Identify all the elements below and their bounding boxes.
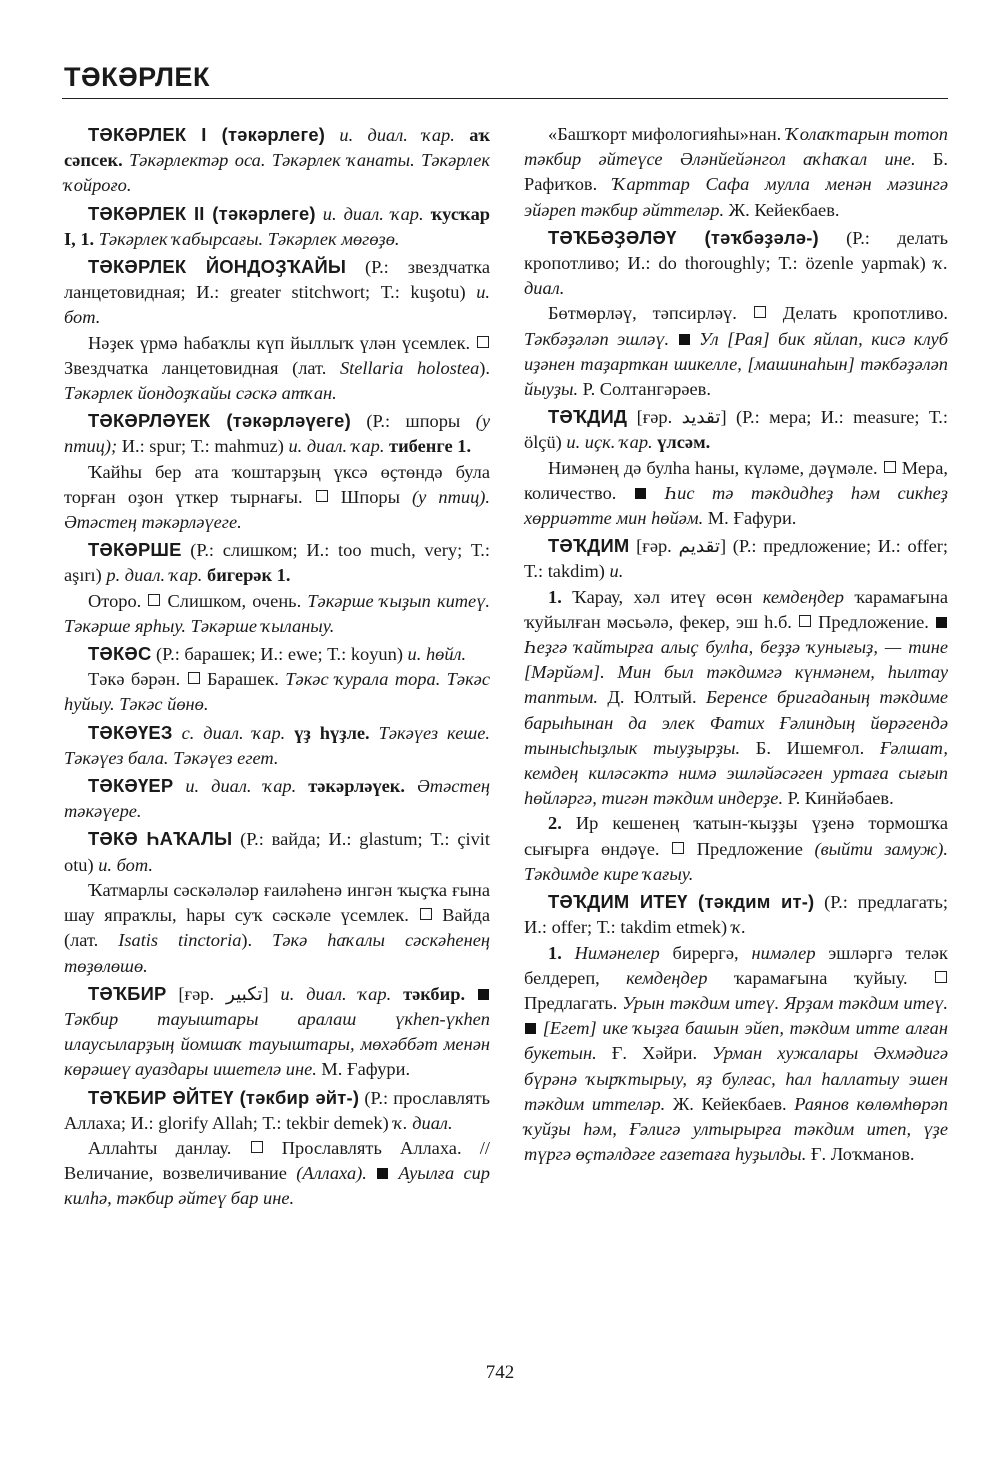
entry-text — [455, 125, 469, 145]
entry-text: Һис тә тәкдидһеҙ һәм сикһеҙ хөрриәтте мин һөйәм. — [524, 482, 948, 529]
entry-head-paragraph — [524, 404, 948, 455]
example-marker-icon — [525, 1023, 536, 1034]
entry-text: Делать кропотливо. — [766, 303, 948, 324]
entry-text — [465, 984, 477, 1004]
entry-text: (Р.: предлагать; И.: offer; Т.: takdim etmek) — [524, 892, 948, 938]
entry-text: Ғ. Лоҡманов. — [806, 1144, 915, 1165]
entry-text: Тәкбәҙәләп эшләү. — [524, 328, 670, 349]
entry-sense-paragraph — [524, 585, 948, 812]
entry-text: [ғәр. تكبير] — [166, 983, 281, 1004]
entry-text: и. иҫк. ҡар. — [566, 432, 653, 453]
dictionary-entry — [64, 408, 490, 535]
entry-text — [389, 1163, 398, 1183]
entry-text: Б. Рафиҡов. — [524, 149, 948, 195]
entry-text: Ҡайһы бер ата ҡоштарҙың үксә өҫтөндә була торған оҙон үткер тырнағы. — [64, 461, 490, 507]
running-head: ТӘКӘРЛЕК — [64, 62, 210, 92]
entry-text: Бөтмөрләү, тәпсирләү. — [548, 303, 753, 324]
entry-text: тәкәрләүек. — [308, 776, 405, 797]
dictionary-entry — [524, 533, 948, 887]
entry-head-paragraph — [64, 408, 490, 459]
headword: ТӘКӘРЛЕК II (тәкәрлеге) — [88, 202, 316, 224]
entry-text: Б. Ишемғол. — [740, 737, 880, 758]
left-column — [64, 122, 490, 1212]
dictionary-entry — [64, 201, 490, 252]
entry-text — [367, 1163, 376, 1183]
translation-marker-icon — [420, 908, 432, 920]
entry-head-paragraph — [64, 201, 490, 252]
entry-text: Шпоры — [328, 486, 413, 507]
translation-marker-icon — [799, 615, 811, 627]
entry-text — [669, 329, 678, 349]
entry-head-paragraph — [64, 1085, 490, 1136]
entry-head-paragraph — [524, 122, 948, 223]
entry-text: Р. Кинйәбаев. — [783, 788, 894, 809]
entry-text: Ж. Кейекбаев. — [665, 1093, 795, 1114]
entry-text — [424, 204, 431, 224]
entry-text: 1. — [548, 586, 562, 607]
entry-text: ҡ. диал. — [524, 253, 948, 299]
translation-marker-icon — [477, 336, 489, 348]
entry-head-paragraph — [64, 641, 490, 667]
translation-marker-icon — [316, 490, 328, 502]
headword: ТӘКӘРЛЕК I (тәкәрлеге) — [88, 124, 326, 145]
entry-text: ҡ. диал. — [393, 1112, 453, 1133]
translation-marker-icon — [188, 672, 200, 684]
entry-text: Р. Солтангәрәев. — [578, 379, 711, 400]
entry-text: Тәкәрлек йондоҙҡайы сәскә атҡан. — [64, 383, 337, 404]
headword: ТӘҠДИД — [548, 406, 628, 428]
entry-head-paragraph — [524, 225, 948, 302]
dictionary-entry — [64, 641, 490, 718]
entry-text: Оторо. — [88, 590, 148, 611]
dictionary-entry — [64, 720, 490, 771]
dictionary-entry — [524, 225, 948, 402]
dictionary-entry — [64, 773, 490, 824]
headword: ТӘКӘҮЕЗ — [88, 721, 173, 743]
entry-text: Предложение. — [812, 611, 935, 632]
entry-text: Вайда (лат. — [64, 905, 490, 951]
entry-text: үҙ һүҙле. — [294, 722, 370, 743]
entry-head-paragraph — [64, 826, 490, 877]
entry-text: Тәкбир тауыштары аралаш үкһеп-үкһеп илаусыларҙың йомшаҡ тауыштары, мөхәббәт менән көрәшеү ауаздары ишетелә ине. — [64, 1008, 490, 1080]
headword: ТӘҠДИМ ИТЕҮ (тәкдим ит-) — [548, 891, 815, 913]
example-marker-icon — [377, 1168, 388, 1179]
example-marker-icon — [936, 617, 947, 628]
entry-text: (Р.: барашек; И.: ewe; Т.: koyun) — [151, 644, 408, 665]
entry-text: аҡ сәпсек. — [64, 125, 490, 171]
entry-text: и. бот. — [98, 854, 153, 875]
entry-text: [Егет] ике ҡыҙға башын эйеп, тәкдим итте алған букетын. — [524, 1018, 948, 1064]
entry-text: үлсәм. — [657, 432, 711, 453]
entry-text — [691, 329, 700, 349]
entry-text: Мера, количество. — [524, 457, 948, 503]
entry-head-paragraph — [64, 720, 490, 771]
translation-marker-icon — [148, 594, 160, 606]
entry-text: Тәкә бәрән. — [88, 669, 187, 690]
entry-text: Беренсе бригаданың тәкдиме барыһынан да элек Фатих Ғәлиндың йөрәгендә тынысһыҙлык тыуҙырҙы. — [524, 687, 948, 758]
entry-text: и. — [609, 561, 624, 582]
header-rule — [62, 98, 948, 99]
entry-text: Д. Юлтый. — [597, 687, 706, 708]
entry-text: бигерәк 1. — [207, 565, 291, 586]
entry-text: Әтәстең тәкәүере. — [64, 776, 490, 822]
entry-sense-paragraph — [64, 589, 490, 639]
entry-text: и. диал. ҡар. — [280, 983, 392, 1004]
page-number: 742 — [485, 1362, 515, 1383]
dictionary-entry — [64, 1085, 490, 1212]
example-marker-icon — [635, 488, 646, 499]
entry-text: Isatis tinctoria — [118, 930, 242, 951]
entry-text: тәкбир. — [403, 983, 466, 1004]
entry-text: Ғ. Хәйри. — [596, 1043, 713, 1064]
entry-text: Нимәнең дә булһа һаны, күләме, дәүмәле. — [548, 457, 883, 478]
entry-text: (выйти замуж). Тәкдимде кире ҡағыу. — [524, 838, 948, 884]
entry-text: Аллаһты данлау. — [88, 1137, 250, 1158]
entry-text: и. диал. ҡар. — [288, 436, 385, 457]
entry-text — [325, 125, 339, 145]
entry-text: (Р.: слишком; И.: too much, very; Т.: aşırı) — [64, 540, 490, 586]
entry-text: Ул [Рая] бик яйлап, кисә клуб иҙәнен таҙарткан шикелле, [машинаһын] тәкбәҙәләп йыуҙы. — [524, 328, 948, 400]
entry-text: 2. — [548, 813, 562, 834]
entry-text: ҡарамағына ҡуйылған мәсьәлә, фекер, эш һ.б. — [524, 586, 948, 632]
entry-text: Тәкәрлек ҡабырсағы. Тәкәрлек мөгөҙө. — [98, 228, 400, 249]
entry-text — [296, 776, 308, 796]
entry-text: (Р.: прославлять Аллаха; И.: glorify Allah; Т.: tekbir demek) — [64, 1087, 490, 1133]
entry-text: р. диал. ҡар. — [106, 565, 203, 586]
entry-text — [562, 943, 575, 963]
entry-head-paragraph — [524, 533, 948, 584]
entry-text: И.: spur; Т.: mahmuz) — [117, 436, 289, 457]
entry-text: 1. — [548, 942, 562, 963]
headword: ТӘКӘРЛӘҮЕК (тәкәрләүеге) — [88, 410, 351, 432]
dictionary-entry — [64, 981, 490, 1083]
entry-text: (Р.: делать кропотливо; И.: do thoroughly; Т.: özenle yapmak) — [524, 227, 948, 274]
entry-text: (Р.: вайда; И.: glastum; Т.: çivit otu) — [64, 829, 490, 875]
headword: ТӘҠДИМ — [548, 535, 630, 557]
example-marker-icon — [478, 989, 489, 1000]
entry-text: (Р.: звездчатка ланцетовидная; И.: greater stitchwort; Т.: kuşotu) — [64, 257, 491, 303]
headword: ТӘКӘРЛЕК ЙОНДОҘҠАЙЫ — [88, 256, 347, 278]
headword: ТӘҠБӘҘӘЛӘҮ (тәҡбәҙәлә-) — [548, 226, 819, 248]
dictionary-entry — [524, 122, 948, 223]
entry-head-paragraph — [64, 773, 490, 824]
entry-text: Ҡарау, хәл итеү өсөн — [561, 586, 763, 607]
headword: ТӘКӘРШЕ — [88, 539, 182, 561]
entry-text: Ғәлшат, кемдең киләсәктә нимә эшләйәсәген уртаға сығып һөйләргә, тигән тәкдим индерҙе. — [524, 737, 948, 809]
entry-text: Һеҙгә ҡайтырға алыҫ булһа, беҙҙә ҡунығыҙ, — тине [Мәрйәм]. Мин был тәкдимгә күнмәнем, һылтау таптым. — [524, 637, 948, 708]
entry-text: Предлагать. — [524, 992, 623, 1013]
entry-text: Stellaria holostea — [339, 357, 480, 378]
headword: ТӘҠБИР — [88, 982, 167, 1004]
dictionary-entry — [64, 826, 490, 978]
entry-text — [370, 723, 379, 743]
entry-text: Тәкәс ҡурала тора. Тәкәс һуйыу. Тәкәс йөнө. — [64, 669, 490, 715]
entry-sense-paragraph — [64, 331, 490, 407]
entry-sense-paragraph — [524, 456, 948, 532]
entry-text: эшләргә теләк белдереп, — [524, 942, 948, 988]
entry-text: Тәкә һаҡалы сәскәһенең төҙөлөшө. — [64, 930, 490, 976]
entry-text: Нимәнелер — [574, 942, 660, 963]
entry-text: Прославлять Аллаха. // Величание, возвеличивание — [64, 1137, 490, 1184]
translation-marker-icon — [251, 1141, 263, 1153]
translation-marker-icon — [935, 971, 947, 983]
entry-text: Ж. Кейекбаев. — [724, 199, 840, 220]
entry-text: [ғәр. تقديد] (Р.: мера; И.: measure; Т.: ölçü) — [524, 407, 948, 453]
entry-text: М. Ғафури. — [703, 508, 797, 529]
entry-head-paragraph — [524, 889, 948, 940]
entry-head-paragraph — [64, 122, 490, 199]
entry-sense-paragraph — [64, 460, 490, 536]
entry-text: и. бот. — [64, 282, 490, 328]
entry-text: ). — [479, 357, 490, 378]
entry-text: Ҡолаҡтарын тотоп тәкбир әйтеүсе Әләнйейәнгол аҡһаҡал ине. — [524, 124, 948, 170]
entry-text — [647, 483, 665, 503]
entry-text: Ауылға сир килһә, тәкбир әйтеү бар ине. — [64, 1163, 490, 1209]
entry-text: Предложение — [685, 838, 815, 859]
headword: ТӘҠБИР ӘЙТЕҮ (тәкбир әйт-) — [88, 1086, 360, 1108]
entry-sense-paragraph — [64, 878, 490, 979]
entry-text: Звездчатка ланцетовидная (лат. — [64, 357, 340, 378]
dictionary-entry — [64, 537, 490, 639]
entry-text: ҡ. — [731, 917, 747, 938]
entry-sense-paragraph — [524, 941, 948, 1168]
entry-text: (у птиц). Әтәстең тәкәрләүеге. — [64, 486, 490, 533]
dictionary-entry — [64, 254, 490, 406]
entry-sense-paragraph — [64, 1136, 490, 1212]
headword: ТӘКӘҮЕР — [88, 775, 174, 797]
entry-text: (Аллаха). — [296, 1163, 367, 1184]
entry-text: Тәкәрше ҡыҙып китеү. Тәкәрше ярһыу. Тәкәрше ҡыланыу. — [64, 590, 491, 636]
entry-text: тибенге 1. — [389, 436, 472, 457]
entry-text — [285, 723, 294, 743]
entry-sense-paragraph — [64, 667, 490, 717]
entry-text: Ҡатмарлы сәскәләләр ғаиләһенә ингән ҡыҫҡа ғына шау япраҡлы, һары суҡ сәскәле үсемлек. — [64, 879, 490, 926]
entry-text: Барашек. — [200, 669, 286, 690]
entry-text: «Башҡорт мифологияһы»нан. — [548, 124, 786, 144]
entry-text: ). — [241, 930, 273, 951]
translation-marker-icon — [754, 306, 766, 318]
entry-text — [173, 723, 182, 743]
entry-head-paragraph — [64, 254, 490, 331]
translation-marker-icon — [884, 461, 896, 473]
headword: ТӘКӘ ҺАҠАЛЫ — [88, 828, 233, 850]
entry-text — [405, 776, 417, 796]
dictionary-entry — [524, 889, 948, 1167]
entry-text: Слишком, очень. — [161, 590, 308, 611]
entry-head-paragraph — [64, 537, 490, 588]
entry-text: Ҡарттар Сафа мулла менән мәзингә эйәреп тәкбир әйттеләр. — [524, 174, 948, 220]
dictionary-entry — [64, 122, 490, 199]
example-marker-icon — [679, 334, 690, 345]
entry-text: с. диал. ҡар. — [181, 722, 286, 743]
entry-head-paragraph — [64, 981, 490, 1083]
entry-text: кемдеңдер — [762, 586, 844, 607]
dictionary-entry — [524, 404, 948, 531]
entry-text — [173, 776, 185, 796]
entry-text: М. Ғафури. — [316, 1059, 411, 1080]
entry-text: и. диал. ҡар. — [322, 203, 424, 224]
entry-text: Нәҙек үрмә һабаҡлы күп йыллыҡ үлән үсемлек. — [88, 332, 476, 353]
entry-text: Раянов көлөмһөрәп ҡуйҙы һәм, Ғәлигә ултырырға тәкдим итеп, үҙе түргә өҫтәлдәге газетаға һуҙылды. — [524, 1093, 949, 1165]
entry-text: бирергә, — [659, 942, 752, 963]
entry-text: (Р.: шпоры — [350, 411, 476, 432]
entry-text: (у птиц); — [64, 411, 490, 457]
entry-text — [316, 204, 323, 224]
entry-text: и. диал. ҡар. — [185, 776, 297, 797]
entry-text: и. һөйл. — [407, 644, 467, 665]
entry-text: нимәлер — [751, 942, 816, 963]
entry-text: ҡарамағына ҡуйыу. — [707, 967, 934, 988]
entry-sense-paragraph — [524, 811, 948, 887]
entry-text: Тәкәрлектәр оса. Тәкәрлек ҡанаты. Тәкәрлек ҡойроғо. — [64, 150, 490, 196]
entry-text: кемдеңдер — [626, 967, 708, 988]
entry-text: Тәкәүез кеше. Тәкәүез бала. Тәкәүез егет. — [64, 722, 490, 768]
entry-text: Урын тәкдим итеү. Ярҙам тәкдим итеү. — [622, 992, 948, 1013]
entry-text: Урман хужалары Әхмәдигә бүрәнә ҡырҡтырыу, яҙ булғас, һал һаллатыу эшен тәкдим иттеләр. — [524, 1043, 948, 1114]
headword: ТӘКӘС — [88, 643, 152, 665]
translation-marker-icon — [672, 842, 684, 854]
entry-text: и. диал. ҡар. — [339, 125, 455, 145]
entry-text: Ир кешенең ҡатын-ҡыҙҙы үҙенә тормошҡа сығырға өндәүе. — [524, 813, 948, 859]
entry-text: ҡусҡар I, 1. — [64, 203, 490, 249]
right-column — [524, 122, 948, 1167]
entry-text: [ғәр. تقديم] (Р.: предложение; И.: offer; Т.: takdim) — [524, 536, 948, 582]
entry-sense-paragraph — [524, 301, 948, 402]
entry-text — [391, 984, 403, 1004]
